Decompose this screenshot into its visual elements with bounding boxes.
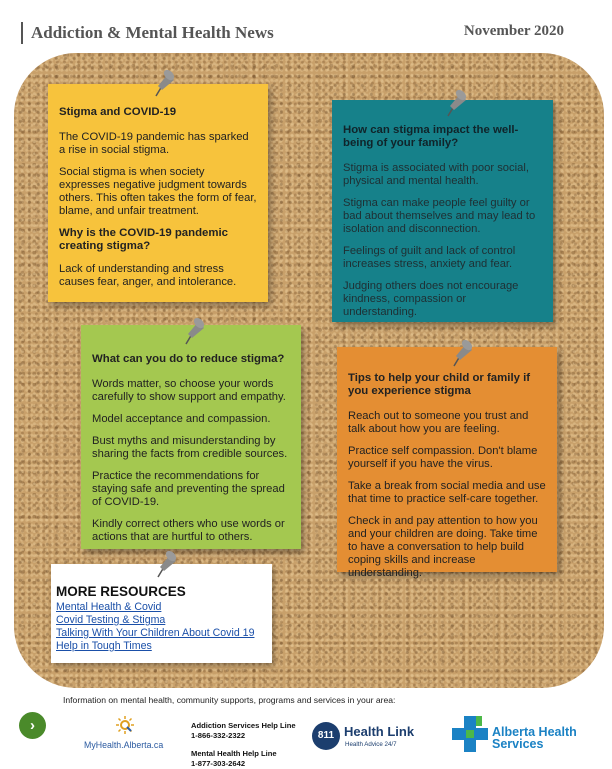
- header-divider: [21, 22, 23, 44]
- note-tips-family: [337, 347, 557, 579]
- myhealth-logo[interactable]: [84, 716, 174, 756]
- resource-link-tough-times[interactable]: Help in Tough Times: [56, 640, 152, 652]
- footer-info-text: Information on mental health, community supports, programs and services in your area:: [63, 695, 396, 705]
- mental-line-label: Mental Health Help Line: [191, 749, 277, 758]
- resource-link-mental-health[interactable]: Mental Health & Covid: [56, 601, 162, 613]
- push-pin-icon: [150, 547, 178, 581]
- resource-link-testing-stigma[interactable]: Covid Testing & Stigma: [56, 614, 166, 626]
- note-paragraph: Kindly correct others who use words or actions that are hurtful to others.: [92, 518, 285, 543]
- health-link-811-badge: 811: [312, 722, 340, 750]
- note-paragraph: Model acceptance and compassion.: [92, 413, 271, 425]
- health-link-subtitle: Health Advice 24/7: [345, 741, 397, 748]
- note-stigma-covid: [48, 84, 268, 302]
- note-paragraph: Judging others does not encourage kindness, compassion or understanding.: [343, 280, 519, 318]
- note-paragraph: Social stigma is when society expresses negative judgment towards others. This often takes the form of fear, blame, and unfair treatment.: [59, 166, 257, 217]
- push-pin-icon: [440, 86, 468, 120]
- note-paragraph: Practice the recommendations for staying safe and preventing the spread of COVID-19.: [92, 470, 285, 508]
- addiction-line-number: 1-866-332-2322: [191, 731, 246, 740]
- myhealth-logo-text: MyHealth.Alberta.ca: [84, 740, 164, 750]
- health-link-name: Health Link: [344, 724, 415, 739]
- ahs-name-line1: Alberta Health: [492, 725, 577, 739]
- ahs-name-line2: Services: [492, 737, 544, 751]
- mental-line-number: 1-877-303-2642: [191, 759, 246, 768]
- alberta-health-cross-icon: [452, 716, 488, 752]
- note-heading: Why is the COVID-19 pandemic creating stigma?: [59, 227, 228, 252]
- page-header: [0, 0, 612, 46]
- note-reduce-stigma: [81, 325, 301, 549]
- push-pin-icon: [178, 314, 206, 348]
- note-heading: Tips to help your child or family if you experience stigma: [348, 372, 531, 397]
- ahs-name: [492, 726, 577, 750]
- help-lines: [191, 721, 296, 769]
- note-stigma-impact: [332, 100, 553, 322]
- note-paragraph: Check in and pay attention to how you and your children are doing. Take time to have a conversation to help build coping skills and increase understanding.: [348, 515, 538, 579]
- sun-icon: [116, 716, 134, 734]
- note-paragraph: The COVID-19 pandemic has sparked a rise in social stigma.: [59, 131, 249, 156]
- note-paragraph: Lack of understanding and stress causes fear, anger, and intolerance.: [59, 263, 237, 288]
- note-paragraph: Reach out to someone you trust and talk about how you are feeling.: [348, 410, 529, 435]
- note-heading: How can stigma impact the well-being of your family?: [343, 124, 519, 149]
- resources-title: MORE RESOURCES: [56, 584, 186, 599]
- push-pin-icon: [446, 336, 474, 370]
- resource-link-talking-children[interactable]: Talking With Your Children About Covid 19: [56, 627, 255, 639]
- note-heading: Stigma and COVID-19: [59, 106, 177, 118]
- newsletter-title: Addiction & Mental Health News: [31, 23, 274, 42]
- note-paragraph: Take a break from social media and use that time to practice self-care together.: [348, 480, 546, 505]
- addiction-line-label: Addiction Services Help Line: [191, 721, 296, 730]
- note-paragraph: Stigma can make people feel guilty or bad about themselves and may lead to isolation and disconnection.: [343, 197, 536, 235]
- note-paragraph: Feelings of guilt and lack of control increases stress, anxiety and fear.: [343, 245, 516, 270]
- note-paragraph: Words matter, so choose your words carefully to show support and empathy.: [92, 378, 286, 403]
- push-pin-icon: [148, 66, 176, 100]
- chevron-right-icon[interactable]: ›: [19, 712, 46, 739]
- note-paragraph: Bust myths and misunderstanding by sharing the facts from credible sources.: [92, 435, 288, 460]
- issue-date: November 2020: [463, 23, 564, 39]
- note-paragraph: Practice self compassion. Don't blame yourself if you have the virus.: [348, 445, 538, 470]
- note-heading: What can you do to reduce stigma?: [92, 353, 285, 365]
- note-paragraph: Stigma is associated with poor social, physical and mental health.: [343, 162, 529, 187]
